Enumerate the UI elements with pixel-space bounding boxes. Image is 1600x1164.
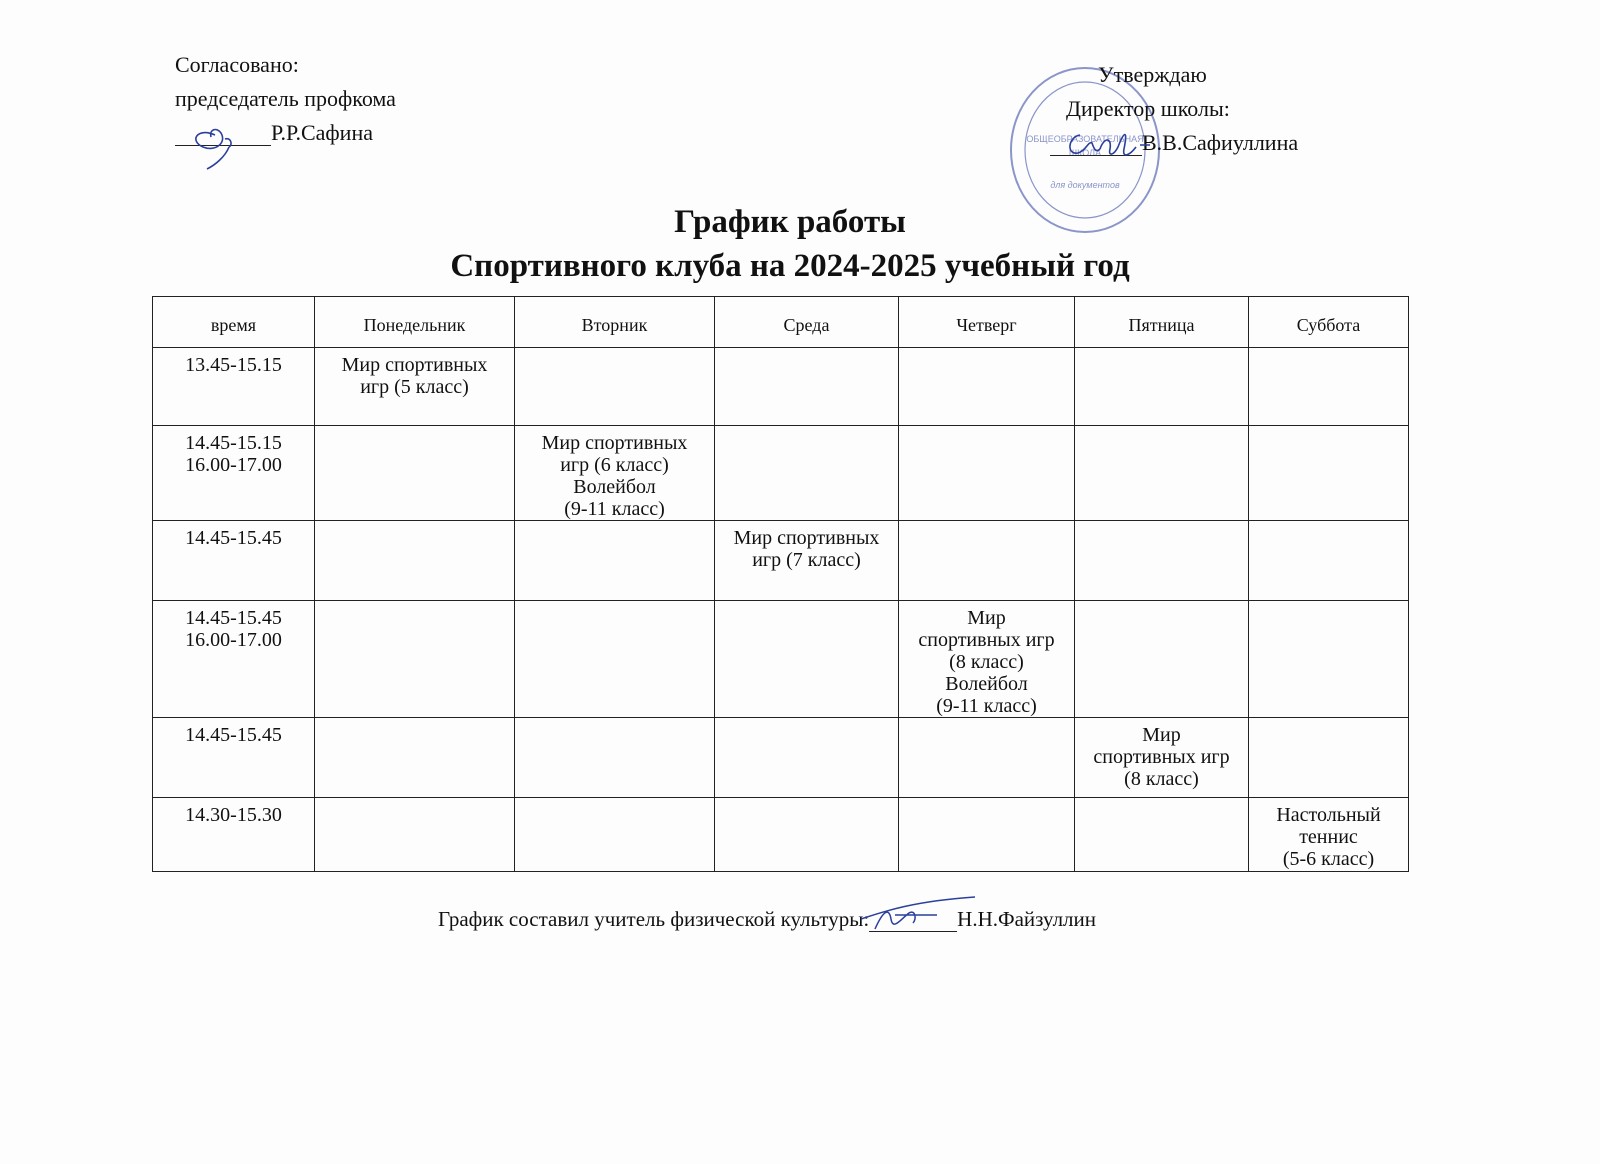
activity-cell xyxy=(1249,601,1409,718)
time-slot: 16.00-17.00 xyxy=(185,454,282,476)
time-cell xyxy=(153,348,315,426)
time-cell xyxy=(153,426,315,521)
signature-blank-right xyxy=(1050,133,1142,156)
activity-text: Волейбол xyxy=(945,673,1028,695)
title-line-1: График работы xyxy=(674,204,906,240)
activity-cell xyxy=(715,798,899,872)
activity-text: (9-11 класс) xyxy=(564,498,665,520)
activity-text: Мир xyxy=(1142,724,1181,746)
activity-cell xyxy=(1075,426,1249,521)
activity-cell xyxy=(515,798,715,872)
column-header: Суббота xyxy=(1249,297,1409,348)
schedule-table xyxy=(152,296,1409,872)
activity-cell xyxy=(1249,348,1409,426)
activity-cell xyxy=(899,521,1075,601)
activity-text: Мир спортивных xyxy=(733,527,880,549)
activity-text: Настольный xyxy=(1276,804,1381,826)
activity-text: (8 класс) xyxy=(949,651,1024,673)
activity-cell xyxy=(715,521,899,601)
approval-right-signature-line xyxy=(1050,130,1380,156)
activity-cell xyxy=(1249,718,1409,798)
signature-mark-footer xyxy=(855,889,985,939)
activity-cell xyxy=(1249,521,1409,601)
time-slot: 14.45-15.45 xyxy=(185,724,282,746)
approval-left-signature-line xyxy=(175,120,495,146)
activity-text: Мир спортивных xyxy=(341,354,488,376)
table-row xyxy=(153,521,1409,601)
activity-text: (8 класс) xyxy=(1124,768,1199,790)
activity-cell xyxy=(715,601,899,718)
activity-cell xyxy=(899,426,1075,521)
activity-cell xyxy=(315,798,515,872)
activity-cell xyxy=(899,798,1075,872)
approval-right-heading: Утверждаю xyxy=(1098,62,1207,87)
activity-cell xyxy=(1075,798,1249,872)
activity-cell xyxy=(515,426,715,521)
activity-cell xyxy=(515,348,715,426)
approval-left-position: председатель профкома xyxy=(175,86,396,111)
activity-text: Мир xyxy=(967,607,1006,629)
footer-label: График составил учитель физической культуры: xyxy=(438,907,870,931)
table-header-row xyxy=(153,297,1409,348)
signature-blank-footer xyxy=(869,911,957,932)
title-line-2: Спортивного клуба на 2024-2025 учебный год xyxy=(450,248,1130,284)
table-row xyxy=(153,798,1409,872)
time-slot: 14.45-15.15 xyxy=(185,432,282,454)
activity-cell xyxy=(1075,601,1249,718)
activity-cell xyxy=(315,348,515,426)
column-header: Вторник xyxy=(515,297,715,348)
activity-cell xyxy=(715,426,899,521)
activity-text: (9-11 класс) xyxy=(936,695,1037,717)
activity-text: (5-6 класс) xyxy=(1282,848,1375,870)
stamp-text-line-2: ШКОЛА xyxy=(1068,148,1102,158)
activity-text: теннис xyxy=(1299,826,1358,848)
approval-right-name: В.В.Сафиуллина xyxy=(1142,130,1299,155)
column-header: Среда xyxy=(715,297,899,348)
signature-mark-right xyxy=(1058,119,1178,179)
activity-cell xyxy=(315,426,515,521)
approval-left-name: Р.Р.Сафина xyxy=(271,120,373,145)
activity-text: Волейбол xyxy=(573,476,656,498)
activity-text: Мир спортивных xyxy=(541,432,688,454)
time-slot: 14.30-15.30 xyxy=(185,804,282,826)
table-row xyxy=(153,426,1409,521)
activity-cell xyxy=(899,718,1075,798)
table-row xyxy=(153,348,1409,426)
activity-cell xyxy=(1075,718,1249,798)
activity-cell xyxy=(315,601,515,718)
activity-cell xyxy=(515,601,715,718)
approval-block-left xyxy=(175,52,495,154)
activity-cell xyxy=(1249,426,1409,521)
activity-cell xyxy=(1075,348,1249,426)
activity-text: спортивных игр xyxy=(1093,746,1230,768)
time-slot: 14.45-15.45 xyxy=(185,607,282,629)
time-cell xyxy=(153,798,315,872)
activity-cell xyxy=(315,521,515,601)
activity-cell xyxy=(515,718,715,798)
time-cell xyxy=(153,601,315,718)
time-cell xyxy=(153,521,315,601)
stamp-text-line-1: ОБЩЕОБРАЗОВАТЕЛЬНАЯ xyxy=(1026,134,1144,144)
activity-text: игр (5 класс) xyxy=(360,376,469,398)
activity-text: игр (6 класс) xyxy=(560,454,669,476)
activity-text: спортивных игр xyxy=(918,629,1055,651)
activity-cell xyxy=(1075,521,1249,601)
time-slot: 13.45-15.15 xyxy=(185,354,282,376)
column-header: Понедельник xyxy=(315,297,515,348)
document-title xyxy=(0,200,1580,288)
activity-cell xyxy=(1249,798,1409,872)
activity-cell xyxy=(899,601,1075,718)
activity-cell xyxy=(715,718,899,798)
activity-text: игр (7 класс) xyxy=(752,549,861,571)
column-header: Пятница xyxy=(1075,297,1249,348)
table-row xyxy=(153,718,1409,798)
footer-name: Н.Н.Файзуллин xyxy=(957,907,1097,931)
table-row xyxy=(153,601,1409,718)
footer-compiled-by xyxy=(438,906,1096,932)
column-header: время xyxy=(153,297,315,348)
activity-cell xyxy=(315,718,515,798)
activity-cell xyxy=(515,521,715,601)
activity-cell xyxy=(715,348,899,426)
signature-mark-left xyxy=(175,107,285,167)
time-slot: 16.00-17.00 xyxy=(185,629,282,651)
stamp-text-line-3: для документов xyxy=(1050,180,1120,190)
signature-blank-left xyxy=(175,123,271,146)
approval-right-position: Директор школы: xyxy=(1066,96,1230,121)
approval-left-heading: Согласовано: xyxy=(175,52,299,77)
time-slot: 14.45-15.45 xyxy=(185,527,282,549)
column-header: Четверг xyxy=(899,297,1075,348)
approval-block-right xyxy=(1050,62,1380,164)
activity-cell xyxy=(899,348,1075,426)
time-cell xyxy=(153,718,315,798)
